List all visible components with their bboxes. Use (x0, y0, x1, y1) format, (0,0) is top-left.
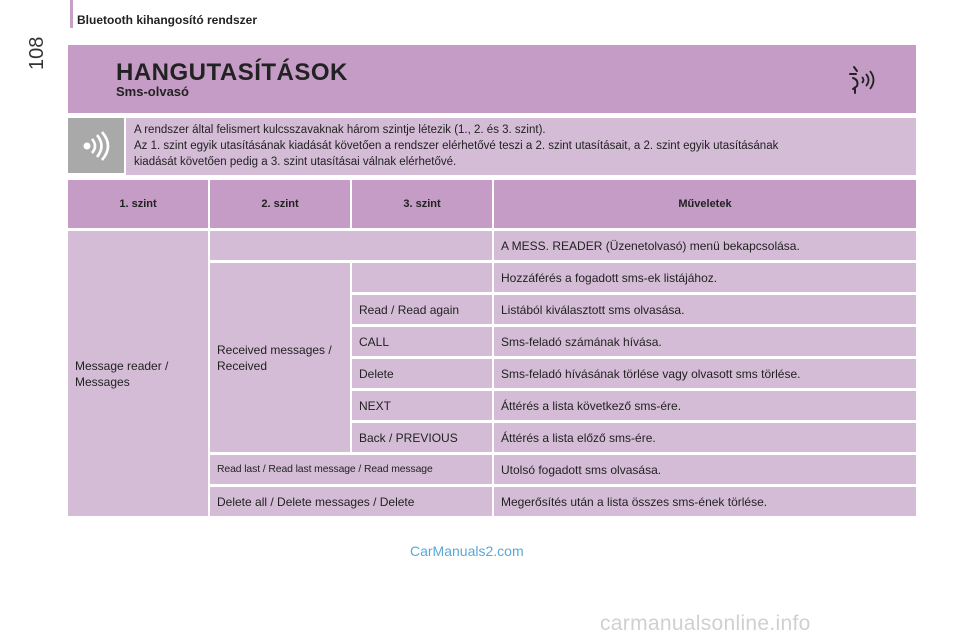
level3-cell: Read / Read again (352, 292, 494, 324)
header-level1: 1. szint (68, 180, 210, 228)
header-level3: 3. szint (352, 180, 494, 228)
empty-cell (352, 260, 494, 292)
page-subtitle: Sms-olvasó (116, 84, 189, 99)
title-banner (68, 45, 916, 113)
page-number: 108 (26, 36, 48, 70)
intro-line: Az 1. szint egyik utasításának kiadását követően a rendszer elérhetővé teszi a 2. szint utasításait, a 2. szint egyik utasításának (134, 140, 779, 152)
level1-cell: Message reader / Messages (68, 228, 210, 516)
action-cell: Listából kiválasztott sms olvasása. (494, 292, 916, 324)
empty-cell (210, 228, 494, 260)
header-level2: 2. szint (210, 180, 352, 228)
action-cell: Áttérés a lista következő sms-ére. (494, 388, 916, 420)
intro-line: kiadását követően pedig a 3. szint utasításai válnak elérhetővé. (134, 156, 457, 168)
level3-cell: CALL (352, 324, 494, 356)
section-header: Bluetooth kihangosító rendszer (77, 13, 258, 27)
table-header-row (68, 180, 916, 228)
speaker-icon-box (68, 118, 124, 173)
action-cell: A MESS. READER (Üzenetolvasó) menü bekapcsolása. (494, 228, 916, 260)
intro-line: A rendszer által felismert kulcsszavaknak három szintje létezik (1., 2. és 3. szint). (134, 124, 546, 136)
level3-cell: NEXT (352, 388, 494, 420)
level3-cell: Delete (352, 356, 494, 388)
speaker-sound-icon (81, 131, 111, 161)
watermark-link[interactable]: CarManuals2.com (410, 543, 524, 559)
action-cell: Megerősítés után a lista összes sms-ének törlése. (494, 484, 916, 516)
level3-cell: Back / PREVIOUS (352, 420, 494, 452)
header-actions: Műveletek (494, 180, 916, 228)
action-cell: Áttérés a lista előző sms-ére. (494, 420, 916, 452)
watermark-text: carmanualsonline.info (600, 612, 811, 635)
voice-command-table (68, 180, 916, 516)
intro-text (126, 118, 916, 175)
page-title: HANGUTASÍTÁSOK (116, 59, 348, 86)
level2-cell: Delete all / Delete messages / Delete (210, 484, 494, 516)
action-cell: Utolsó fogadott sms olvasása. (494, 452, 916, 484)
action-cell: Hozzáférés a fogadott sms-ek listájához. (494, 260, 916, 292)
voice-command-icon (848, 65, 876, 95)
action-cell: Sms-feladó számának hívása. (494, 324, 916, 356)
action-cell: Sms-feladó hívásának törlése vagy olvasott sms törlése. (494, 356, 916, 388)
table-row (68, 228, 916, 260)
level2-cell: Read last / Read last message / Read message (210, 452, 494, 484)
sidebar-accent-line (70, 0, 73, 28)
level2-cell: Received messages / Received (210, 260, 352, 452)
